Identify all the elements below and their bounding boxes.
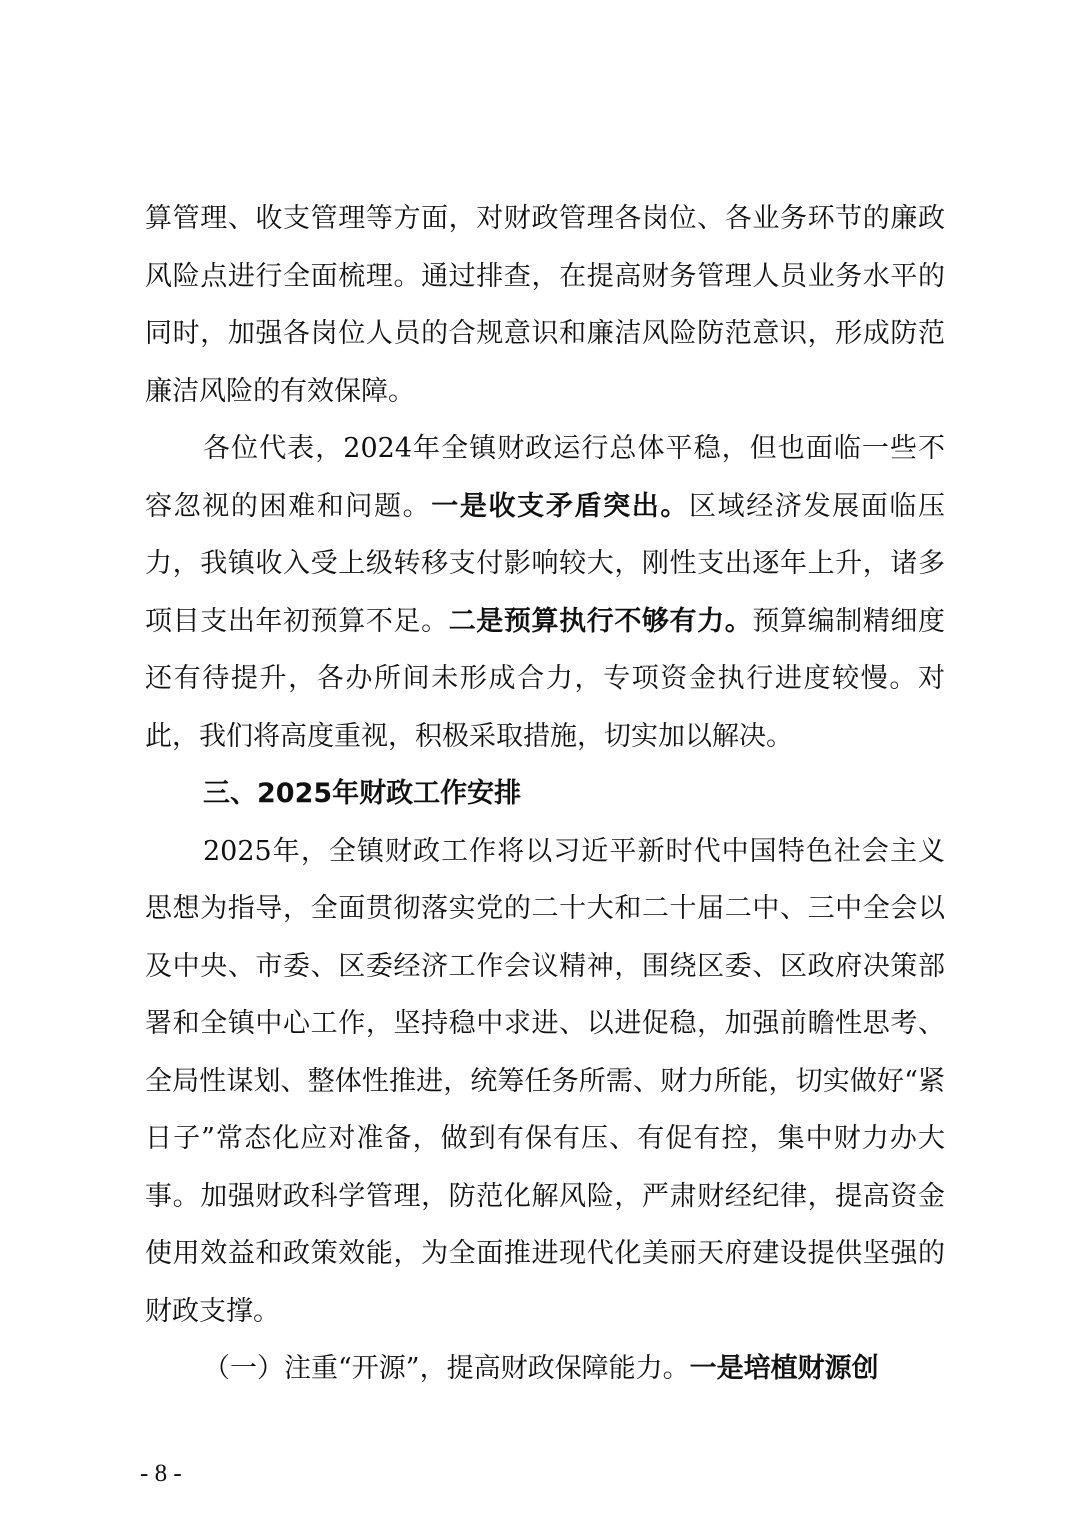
- paragraph-open-source: [145, 1340, 945, 1398]
- paragraph-text: 各位代表，2024年全镇财政运行总体平稳，但也面临一些不容忽视的困难和问题。: [145, 433, 945, 522]
- document-body: [145, 190, 945, 1398]
- emphasis-first-problem: 一是收支矛盾突出。: [431, 490, 689, 522]
- paragraph-text: （一）注重“开源”，提高财政保障能力。: [203, 1353, 690, 1384]
- paragraph-text: 预算编制精细度还有待提升，各办所间未形成合力，专项资金执行进度较慢。对此，我们将高度重视，积极采取措施，切实加以解决。: [145, 605, 946, 752]
- paragraph-text: 算管理、收支管理等方面，对财政管理各岗位、各业务环节的廉政风险点进行全面梳理。通过排查，在提高财务管理人员业务水平的同时，加强各岗位人员的合规意识和廉洁风险防范意识，形成防范廉洁风险的有效保障。: [145, 203, 945, 407]
- section-heading-2025-plan: 三、2025年财政工作安排: [203, 778, 522, 809]
- paragraph-problems: [145, 420, 945, 765]
- paragraph-text: 2025年，全镇财政工作将以习近平新时代中国特色社会主义思想为指导，全面贯彻落实党的二十大和二十届二中、三中全会以及中央、市委、区委经济工作会议精神，围绕区委、区政府决策部署和全镇中心工作，坚持稳中求进、以进促稳，加强前瞻性思考、全局性谋划、整体性推进，统筹任务所需、财力所能，切实做好“紧日子”常态化应对准备，做到有保有压、有促有控，集中财力办大事。加强财政科学管理，防范化解风险，严肃财经纪律，提高资金使用效益和政策效能，为全面推进现代化美丽天府建设提供坚强的财政支撑。: [145, 835, 945, 1327]
- paragraph-risk-review: [145, 190, 945, 420]
- paragraph-text: 区域经济发展面临压力，我镇收入受上级转移支付影响较大，刚性支出逐年上升，诸多项目支出年初预算不足。: [145, 490, 946, 637]
- page-number: - 8 -: [140, 1460, 182, 1487]
- paragraph-2025-guidance: [145, 823, 945, 1341]
- emphasis-second-problem: 二是预算执行不够有力。: [448, 605, 753, 637]
- emphasis-cultivate-revenue: 一是培植财源创: [689, 1353, 879, 1384]
